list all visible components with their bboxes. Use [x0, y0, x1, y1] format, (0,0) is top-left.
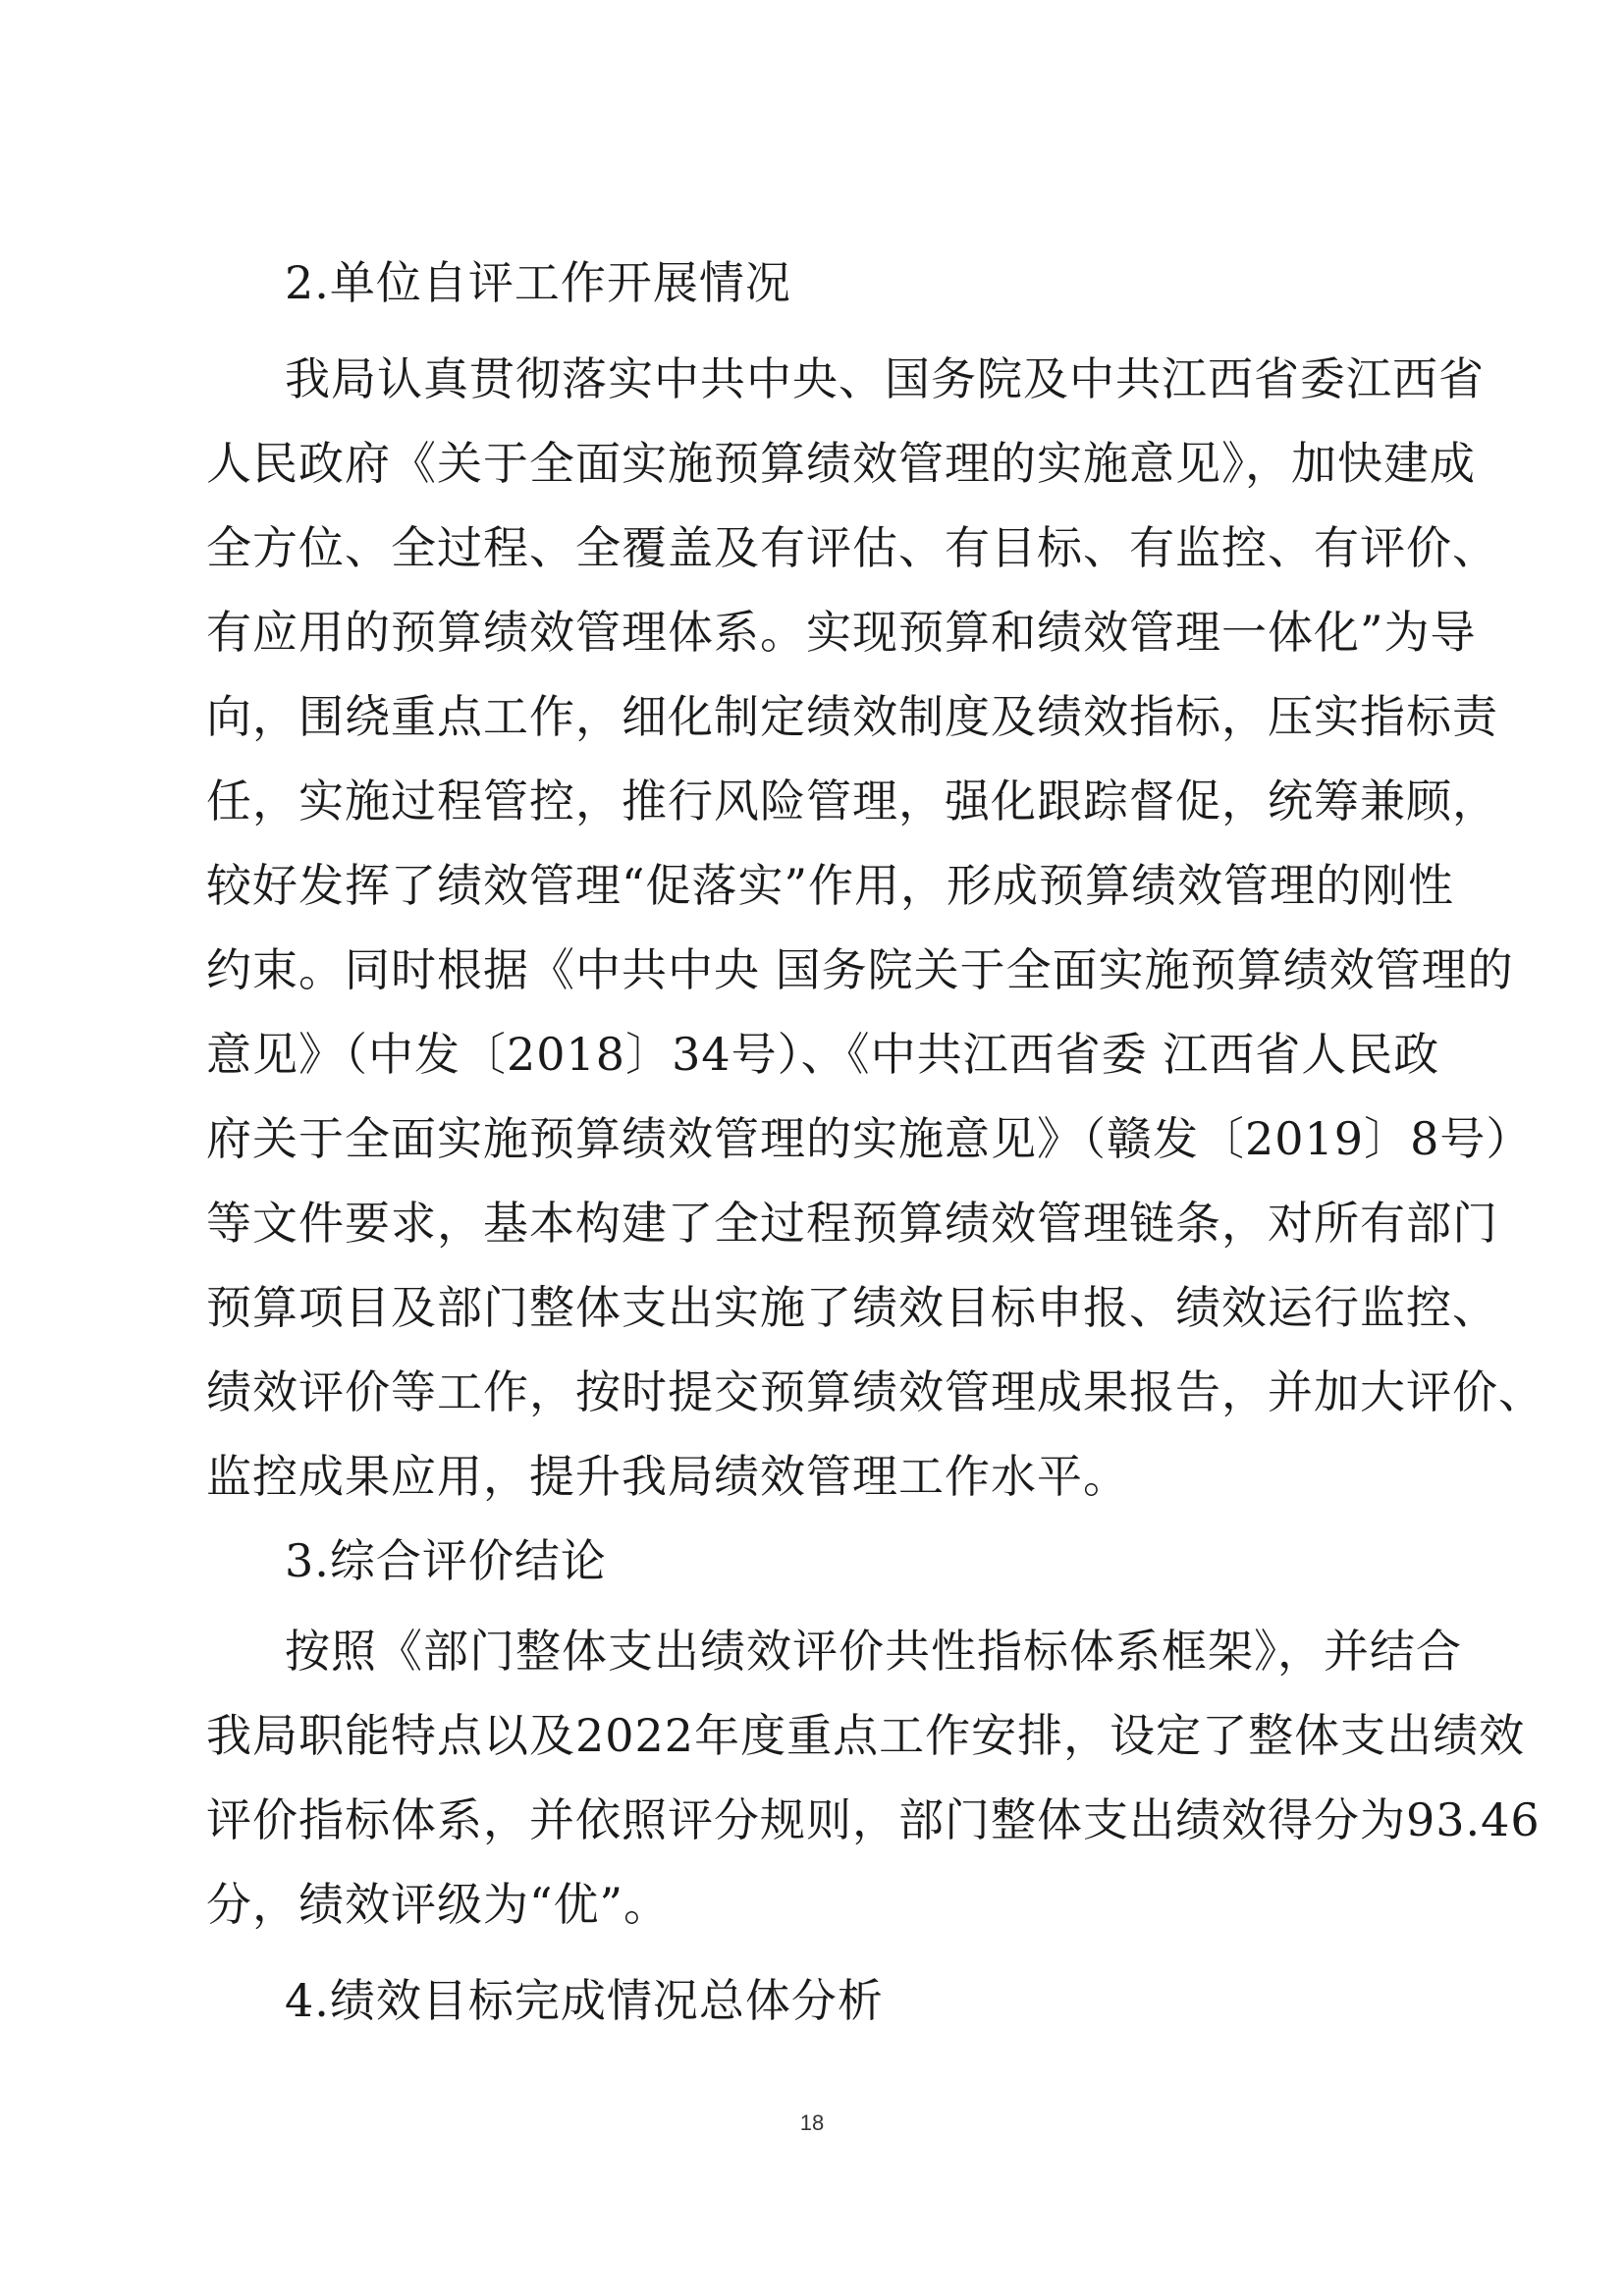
paragraph-line: 评价指标体系，并依照评分规则，部门整体支出绩效得分为93.46 — [206, 1793, 1541, 1846]
paragraph-line: 等文件要求，基本构建了全过程预算绩效管理链条，对所有部门 — [206, 1197, 1498, 1250]
section-heading-3: 3.综合评价结论 — [285, 1534, 607, 1587]
paragraph-line: 分，绩效评级为“优”。 — [206, 1878, 671, 1931]
paragraph-line: 府关于全面实施预算绩效管理的实施意见》（赣发〔2019〕8号） — [206, 1112, 1533, 1165]
paragraph-line: 预算项目及部门整体支出实施了绩效目标申报、绩效运行监控、 — [206, 1281, 1498, 1334]
paragraph-line: 绩效评价等工作，按时提交预算绩效管理成果报告，并加大评价、 — [206, 1365, 1544, 1418]
paragraph-line: 意见》（中发〔2018〕34号）、《中共江西省委 江西省人民政 — [206, 1028, 1440, 1081]
paragraph-line: 我局职能特点以及2022年度重点工作安排，设定了整体支出绩效 — [206, 1709, 1526, 1762]
paragraph-line: 约束。同时根据《中共中央 国务院关于全面实施预算绩效管理的 — [206, 943, 1514, 996]
paragraph-line: 人民政府《关于全面实施预算绩效管理的实施意见》，加快建成 — [206, 437, 1476, 490]
section-heading-2: 2.单位自评工作开展情况 — [285, 256, 791, 309]
page-number: 18 — [799, 2110, 825, 2135]
paragraph-line: 任，实施过程管控，推行风险管理，强化跟踪督促，统筹兼顾， — [206, 774, 1498, 828]
paragraph-line: 监控成果应用，提升我局绩效管理工作水平。 — [206, 1450, 1129, 1503]
paragraph-line: 有应用的预算绩效管理体系。实现预算和绩效管理一体化”为导 — [206, 606, 1477, 659]
paragraph-line: 较好发挥了绩效管理“促落实”作用，形成预算绩效管理的刚性 — [206, 859, 1455, 912]
paragraph-line: 按照《部门整体支出绩效评价共性指标体系框架》，并结合 — [285, 1625, 1462, 1678]
paragraph-line: 全方位、全过程、全覆盖及有评估、有目标、有监控、有评价、 — [206, 521, 1498, 574]
section-heading-4: 4.绩效目标完成情况总体分析 — [285, 1974, 884, 2027]
paragraph-line: 向，围绕重点工作，细化制定绩效制度及绩效指标，压实指标责 — [206, 690, 1498, 743]
paragraph-line: 我局认真贯彻落实中共中央、国务院及中共江西省委江西省 — [285, 352, 1485, 405]
